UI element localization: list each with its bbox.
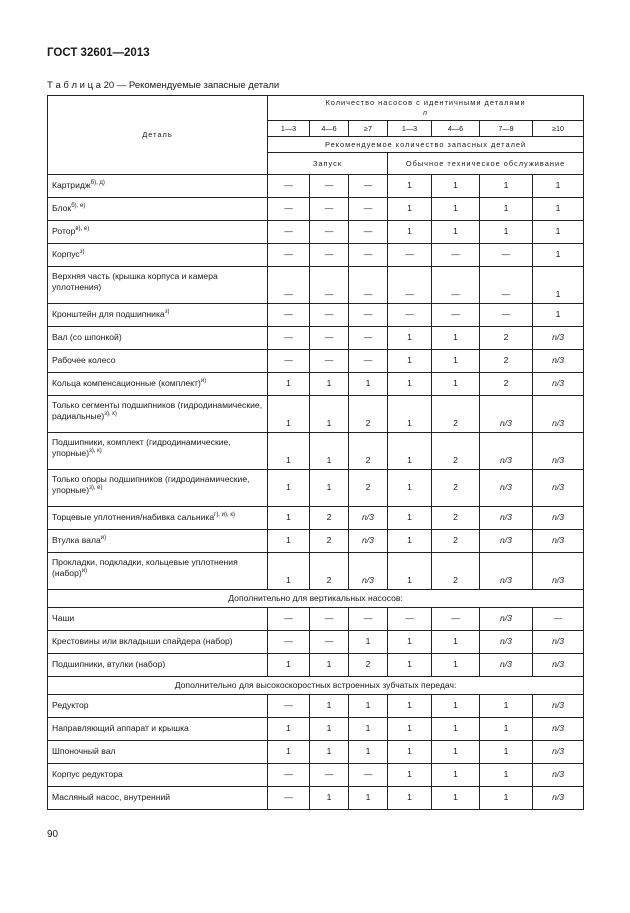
part-name-cell <box>48 327 268 350</box>
value-cell: 1 <box>388 553 432 590</box>
value-cell: 1 <box>480 764 533 787</box>
part-name-cell <box>48 654 268 677</box>
section-vertical-pumps <box>48 590 584 608</box>
value-cell: — <box>268 764 310 787</box>
part-name: Чаши <box>52 613 75 624</box>
value-cell: — <box>388 244 432 267</box>
footnote-ref: б), е) <box>71 203 86 210</box>
value-cell: — <box>310 631 349 654</box>
table-row <box>48 221 584 244</box>
value-cell: 1 <box>388 327 432 350</box>
footnote-ref: з), е) <box>89 485 103 492</box>
value-cell: 1 <box>268 433 310 470</box>
value-cell: 1 <box>432 350 480 373</box>
part-name-cell <box>48 373 268 396</box>
value-cell: — <box>310 175 349 198</box>
range-header-cell: 1—3 <box>388 121 432 137</box>
value-cell: — <box>480 304 533 327</box>
value-cell: 1 <box>349 631 388 654</box>
value-cell: 1 <box>268 718 310 741</box>
part-name-cell <box>48 175 268 198</box>
part-name: Редуктор <box>52 700 89 711</box>
part-name-cell <box>48 350 268 373</box>
value-cell: — <box>310 267 349 304</box>
value-cell: 1 <box>388 221 432 244</box>
part-name: Торцевые уплотнения/набивка сальника <box>52 512 215 523</box>
value-cell: 1 <box>388 631 432 654</box>
value-cell: 2 <box>432 553 480 590</box>
value-cell: 1 <box>310 741 349 764</box>
part-name-cell <box>48 787 268 810</box>
value-cell: 1 <box>432 654 480 677</box>
range-header-cell: 1—3 <box>268 121 310 137</box>
part-name: Картридж <box>52 180 91 191</box>
value-cell: — <box>349 304 388 327</box>
value-cell: 2 <box>310 530 349 553</box>
value-cell: 2 <box>349 433 388 470</box>
value-cell: 1 <box>432 631 480 654</box>
value-cell: — <box>310 327 349 350</box>
value-cell: n/3 <box>533 741 584 764</box>
part-name: Блок <box>52 203 72 214</box>
value-cell: n/3 <box>533 327 584 350</box>
part-name: Корпус редуктора <box>52 769 123 780</box>
value-cell: — <box>349 350 388 373</box>
value-cell: — <box>268 608 310 631</box>
part-name: Втулка вала <box>52 535 101 546</box>
value-cell: — <box>268 304 310 327</box>
footnote-ref: и) <box>81 568 88 575</box>
value-cell: — <box>268 175 310 198</box>
part-name-cell <box>48 695 268 718</box>
value-cell: 1 <box>432 718 480 741</box>
part-name-cell <box>48 608 268 631</box>
value-cell: 1 <box>388 373 432 396</box>
table-caption: Т а б л и ц а 20 — Рекомендуемые запасные детали <box>47 80 280 91</box>
value-cell: 1 <box>388 654 432 677</box>
part-name: Шпоночный вал <box>52 746 116 757</box>
footnote-ref: и) <box>100 535 107 542</box>
table-row <box>48 553 584 590</box>
part-name: Только сегменты подшипников (гидродинамические, радиальные) <box>52 400 263 422</box>
table-row <box>48 741 584 764</box>
value-cell: 1 <box>480 175 533 198</box>
value-cell: 1 <box>388 175 432 198</box>
value-cell: — <box>268 267 310 304</box>
value-cell: 1 <box>432 373 480 396</box>
value-cell: 1 <box>388 507 432 530</box>
value-cell: — <box>349 608 388 631</box>
footnote-ref: з), к) <box>104 411 117 418</box>
table-row <box>48 764 584 787</box>
startup-header: Запуск <box>268 153 388 175</box>
recommended-header: Рекомендуемое количество запасных деталей <box>268 137 584 153</box>
part-name-cell <box>48 553 268 590</box>
value-cell: 2 <box>432 530 480 553</box>
value-cell: n/3 <box>480 553 533 590</box>
part-name: Рабочее колесо <box>52 355 116 366</box>
part-name: Вал (со шпонкой) <box>52 332 122 343</box>
page-number: 90 <box>47 829 59 840</box>
table-row <box>48 327 584 350</box>
value-cell: — <box>310 221 349 244</box>
value-cell: 1 <box>310 373 349 396</box>
value-cell: 1 <box>533 221 584 244</box>
value-cell: n/3 <box>480 507 533 530</box>
table-row <box>48 433 584 470</box>
value-cell: 1 <box>310 787 349 810</box>
value-cell: n/3 <box>533 350 584 373</box>
value-cell: 2 <box>432 433 480 470</box>
value-cell: 1 <box>268 553 310 590</box>
table-row <box>48 267 584 304</box>
range-header-cell: ≥10 <box>533 121 584 137</box>
value-cell: — <box>432 267 480 304</box>
part-name-cell <box>48 304 268 327</box>
value-cell: — <box>480 267 533 304</box>
footnote-ref: з) <box>164 309 170 316</box>
value-cell: — <box>349 221 388 244</box>
value-cell: — <box>268 787 310 810</box>
part-name-cell <box>48 470 268 507</box>
part-name: Подшипники, комплект (гидродинамические, упорные) <box>52 437 231 459</box>
value-cell: 1 <box>268 530 310 553</box>
table-row <box>48 631 584 654</box>
value-cell: n/3 <box>533 654 584 677</box>
part-name: Крестовины или вкладыши спайдера (набор) <box>52 636 233 647</box>
value-cell: 1 <box>533 267 584 304</box>
value-cell: 2 <box>349 654 388 677</box>
value-cell: 1 <box>388 530 432 553</box>
value-cell: 1 <box>480 695 533 718</box>
range-header-cell: 7—9 <box>480 121 533 137</box>
value-cell: 2 <box>432 396 480 433</box>
value-cell: — <box>310 304 349 327</box>
value-cell: n/3 <box>480 608 533 631</box>
value-cell: — <box>432 608 480 631</box>
value-cell: 1 <box>432 764 480 787</box>
value-cell: 1 <box>480 198 533 221</box>
value-cell: 2 <box>310 553 349 590</box>
value-cell: 1 <box>533 244 584 267</box>
value-cell: n/3 <box>349 530 388 553</box>
table-row <box>48 470 584 507</box>
value-cell: 1 <box>268 654 310 677</box>
value-cell: 1 <box>349 741 388 764</box>
value-cell: — <box>388 267 432 304</box>
value-cell: 1 <box>349 695 388 718</box>
value-cell: 2 <box>480 327 533 350</box>
part-name-cell <box>48 507 268 530</box>
value-cell: n/3 <box>349 507 388 530</box>
table-row <box>48 608 584 631</box>
footnote-ref: з), к) <box>89 448 102 455</box>
value-cell: 1 <box>310 654 349 677</box>
value-cell: — <box>432 304 480 327</box>
value-cell: 1 <box>432 327 480 350</box>
table-row <box>48 304 584 327</box>
value-cell: 1 <box>388 695 432 718</box>
part-name: Только опоры подшипников (гидродинамические, упорные) <box>52 474 250 496</box>
value-cell: 1 <box>268 396 310 433</box>
table-row <box>48 654 584 677</box>
value-cell: 1 <box>349 718 388 741</box>
value-cell: — <box>268 198 310 221</box>
value-cell: — <box>268 327 310 350</box>
part-name-cell <box>48 718 268 741</box>
value-cell: 1 <box>388 433 432 470</box>
value-cell: 1 <box>480 221 533 244</box>
value-cell: — <box>533 608 584 631</box>
range-header-cell: 4—6 <box>432 121 480 137</box>
part-name: Верхняя часть (крышка корпуса и камера уплотнения) <box>52 271 218 293</box>
value-cell: 2 <box>310 507 349 530</box>
value-cell: 1 <box>388 787 432 810</box>
value-cell: — <box>388 608 432 631</box>
part-name-cell <box>48 198 268 221</box>
part-name: Кронштейн для подшипника <box>52 309 165 320</box>
value-cell: — <box>432 244 480 267</box>
table-row <box>48 507 584 530</box>
value-cell: n/3 <box>349 553 388 590</box>
section-gear-drives <box>48 677 584 695</box>
value-cell: 1 <box>480 718 533 741</box>
table-row <box>48 787 584 810</box>
value-cell: n/3 <box>533 433 584 470</box>
value-cell: — <box>268 221 310 244</box>
value-cell: 2 <box>432 470 480 507</box>
range-header-cell: 4—6 <box>310 121 349 137</box>
footnote-ref: з) <box>79 249 85 256</box>
value-cell: 1 <box>349 373 388 396</box>
value-cell: n/3 <box>480 470 533 507</box>
value-cell: n/3 <box>480 433 533 470</box>
value-cell: 1 <box>310 396 349 433</box>
value-cell: 2 <box>432 507 480 530</box>
part-name-cell <box>48 764 268 787</box>
value-cell: 1 <box>349 787 388 810</box>
value-cell: 1 <box>268 470 310 507</box>
value-cell: — <box>310 198 349 221</box>
part-name: Направляющий аппарат и крышка <box>52 723 189 734</box>
value-cell: — <box>310 764 349 787</box>
value-cell: n/3 <box>533 764 584 787</box>
value-cell: n/3 <box>533 507 584 530</box>
value-cell: — <box>268 350 310 373</box>
part-name-cell <box>48 221 268 244</box>
value-cell: n/3 <box>533 787 584 810</box>
value-cell: 1 <box>310 718 349 741</box>
value-cell: 1 <box>388 741 432 764</box>
value-cell: — <box>349 764 388 787</box>
value-cell: n/3 <box>533 530 584 553</box>
part-name: Масляный насос, внутренний <box>52 792 171 803</box>
table-body <box>48 175 584 810</box>
table-row <box>48 175 584 198</box>
value-cell: n/3 <box>533 373 584 396</box>
value-cell: — <box>349 244 388 267</box>
footnote-ref: г), и), к) <box>214 512 235 519</box>
table-row <box>48 695 584 718</box>
value-cell: 1 <box>533 304 584 327</box>
value-cell: n/3 <box>533 631 584 654</box>
part-name-cell <box>48 244 268 267</box>
part-name-cell <box>48 396 268 433</box>
value-cell: n/3 <box>533 470 584 507</box>
value-cell: n/3 <box>533 718 584 741</box>
value-cell: — <box>349 267 388 304</box>
value-cell: 1 <box>388 350 432 373</box>
footnote-ref: в), е) <box>75 226 90 233</box>
value-cell: — <box>268 244 310 267</box>
table-row <box>48 198 584 221</box>
part-name-cell <box>48 433 268 470</box>
footnote-ref: б), д) <box>90 180 105 187</box>
value-cell: 1 <box>432 695 480 718</box>
footnote-ref: и) <box>200 378 207 385</box>
part-name: Ротор <box>52 226 76 237</box>
value-cell: n/3 <box>480 654 533 677</box>
value-cell: 1 <box>480 741 533 764</box>
value-cell: — <box>268 631 310 654</box>
value-cell: 1 <box>268 507 310 530</box>
part-name: Подшипники, втулки (набор) <box>52 659 166 670</box>
value-cell: — <box>480 244 533 267</box>
value-cell: n/3 <box>533 553 584 590</box>
table-row <box>48 718 584 741</box>
value-cell: 1 <box>432 175 480 198</box>
value-cell: 1 <box>533 198 584 221</box>
value-cell: — <box>349 327 388 350</box>
value-cell: — <box>310 608 349 631</box>
value-cell: 2 <box>349 396 388 433</box>
section-header-cell: Дополнительно для вертикальных насосов: <box>48 590 584 608</box>
value-cell: 1 <box>432 221 480 244</box>
value-cell: 1 <box>432 741 480 764</box>
value-cell: 2 <box>480 373 533 396</box>
table-row <box>48 373 584 396</box>
table-row <box>48 350 584 373</box>
value-cell: 2 <box>349 470 388 507</box>
value-cell: n/3 <box>480 530 533 553</box>
value-cell: — <box>310 350 349 373</box>
value-cell: 1 <box>388 470 432 507</box>
table-row <box>48 244 584 267</box>
pump-count-header <box>268 96 584 121</box>
value-cell: 1 <box>388 396 432 433</box>
value-cell: n/3 <box>533 695 584 718</box>
value-cell: — <box>349 175 388 198</box>
value-cell: 1 <box>268 373 310 396</box>
value-cell: — <box>310 244 349 267</box>
range-header-cell: ≥7 <box>349 121 388 137</box>
value-cell: 1 <box>310 470 349 507</box>
value-cell: — <box>349 198 388 221</box>
value-cell: 1 <box>432 198 480 221</box>
detail-header: Деталь <box>48 96 268 175</box>
value-cell: — <box>268 695 310 718</box>
value-cell: 1 <box>268 741 310 764</box>
document-title: ГОСТ 32601—2013 <box>47 47 150 59</box>
table-row <box>48 396 584 433</box>
value-cell: n/3 <box>480 396 533 433</box>
spare-parts-table <box>47 95 584 810</box>
value-cell: 1 <box>388 198 432 221</box>
part-name: Корпус <box>52 249 80 260</box>
value-cell: 1 <box>388 718 432 741</box>
part-name-cell <box>48 530 268 553</box>
part-name-cell <box>48 631 268 654</box>
value-cell: — <box>388 304 432 327</box>
value-cell: 1 <box>533 175 584 198</box>
part-name: Прокладки, подкладки, кольцевые уплотнения (набор) <box>52 557 238 579</box>
part-name-cell <box>48 267 268 304</box>
value-cell: 1 <box>310 433 349 470</box>
value-cell: n/3 <box>533 396 584 433</box>
value-cell: 1 <box>388 764 432 787</box>
value-cell: 1 <box>310 695 349 718</box>
section-header-cell: Дополнительно для высокоскоростных встроенных зубчатых передач: <box>48 677 584 695</box>
part-name-cell <box>48 741 268 764</box>
value-cell: n/3 <box>480 631 533 654</box>
pump-count-variable: n <box>423 110 428 118</box>
value-cell: 1 <box>432 787 480 810</box>
table-row <box>48 530 584 553</box>
value-cell: 2 <box>480 350 533 373</box>
part-name: Кольца компенсационные (комплект) <box>52 378 201 389</box>
pump-count-label: Количество насосов с идентичными деталями <box>325 97 526 107</box>
maintenance-header: Обычное техническое обслуживание <box>388 153 584 175</box>
value-cell: 1 <box>480 787 533 810</box>
